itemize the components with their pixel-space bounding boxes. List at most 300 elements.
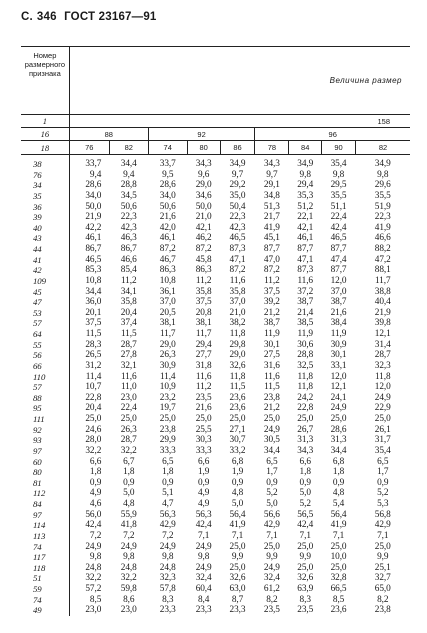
table-cell: 26,7	[297, 424, 314, 435]
table-cell: 23,8	[374, 605, 391, 616]
row-index: 43	[21, 233, 69, 244]
table-row	[21, 382, 410, 393]
table-row	[21, 584, 410, 595]
table-cell: 5,0	[123, 488, 135, 499]
table-cell: 7,1	[332, 530, 345, 541]
table-cell: 20,4	[120, 307, 137, 318]
table-cell: 7,2	[162, 530, 174, 541]
table-row	[21, 287, 410, 298]
row-index: 57	[21, 382, 69, 393]
table-cell: 30,3	[195, 435, 212, 446]
table-cell: 9,8	[377, 169, 389, 180]
table-cell: 8,5	[332, 594, 345, 605]
table-cell: 32,8	[330, 573, 347, 584]
table-row	[21, 350, 410, 361]
table-cell: 9,9	[299, 552, 311, 563]
table-cell: 20,4	[85, 403, 102, 414]
table-cell: 85,4	[120, 265, 137, 276]
table-cell: 86,7	[85, 244, 102, 254]
row-index: 81	[21, 478, 69, 489]
table-cell: 21,9	[374, 307, 391, 318]
table-cell: 0,9	[123, 477, 135, 488]
column-header: 76	[69, 141, 109, 155]
table-cell: 34,9	[297, 159, 314, 169]
table-cell: 11,5	[85, 329, 102, 339]
table-row	[21, 563, 410, 574]
table-cell: 42,9	[374, 520, 391, 531]
table-cell: 25,0	[297, 414, 314, 424]
table-cell: 21,2	[263, 403, 280, 414]
column-header: 86	[220, 141, 255, 155]
table-row	[21, 425, 410, 436]
table-row	[21, 340, 410, 351]
row-index: 80	[21, 467, 69, 478]
table-cell: 37,0	[330, 286, 347, 297]
table-cell: 21,6	[330, 307, 347, 318]
table-cell: 30,5	[263, 435, 280, 446]
table-cell: 34,4	[263, 445, 280, 456]
table-cell: 1,8	[332, 467, 345, 478]
table-cell: 29,6	[374, 180, 391, 191]
standard-code: ГОСТ 23167—91	[64, 11, 157, 23]
table-cell: 35,5	[330, 190, 347, 201]
group-header: 88	[69, 128, 148, 141]
column-header: 82	[355, 141, 410, 155]
table-cell: 32,6	[229, 573, 246, 584]
row-label-header: Номер размерного признака	[21, 47, 69, 115]
table-row	[21, 403, 410, 414]
row-index: 114	[21, 520, 69, 531]
table-cell: 29,4	[297, 180, 314, 191]
header-row-16	[21, 128, 410, 141]
table-cell: 10,7	[85, 382, 102, 393]
table-cell: 32,1	[120, 360, 137, 371]
page-number: 346	[36, 11, 57, 23]
row-index: 49	[21, 605, 69, 616]
table-cell: 4,6	[89, 499, 102, 509]
table-cell: 23,8	[263, 392, 280, 403]
table-cell: 24,9	[263, 424, 280, 435]
row-index: 38	[21, 155, 69, 170]
table-cell: 38,1	[195, 318, 212, 329]
table-cell: 87,7	[330, 265, 347, 276]
row-index: 55	[21, 340, 69, 351]
table-cell: 24,9	[263, 562, 280, 573]
column-header: 80	[187, 141, 220, 155]
table-row	[21, 155, 410, 170]
table-cell: 30,9	[330, 339, 347, 350]
table-cell: 50,0	[195, 201, 212, 212]
table-cell: 8,5	[89, 594, 102, 605]
table-cell: 27,5	[263, 350, 280, 361]
table-cell: 0,9	[332, 477, 345, 488]
table-cell: 4,8	[231, 488, 244, 499]
table-cell: 38,7	[297, 297, 314, 308]
table-cell: 88,1	[374, 265, 391, 276]
table-cell: 88,2	[374, 244, 391, 254]
table-cell: 26,3	[159, 350, 176, 361]
table-cell: 21,6	[159, 212, 176, 223]
table-cell: 23,5	[263, 605, 280, 616]
row-index: 113	[21, 531, 69, 542]
table-cell: 42,4	[297, 520, 314, 531]
table-cell: 32,3	[374, 360, 391, 371]
row-index: 18	[21, 141, 69, 155]
table-cell: 31,8	[195, 360, 212, 371]
table-cell: 24,6	[85, 424, 102, 435]
table-cell: 22,8	[85, 392, 102, 403]
table-cell: 7,2	[123, 530, 135, 541]
row-index: 60	[21, 457, 69, 468]
dimension-table	[21, 46, 410, 616]
row-index: 51	[21, 573, 69, 584]
table-cell: 42,9	[159, 520, 176, 531]
table-cell: 63,9	[297, 584, 314, 594]
table-cell: 41,8	[120, 520, 137, 531]
table-cell: 32,5	[297, 360, 314, 371]
table-cell: 86,7	[120, 244, 137, 254]
table-cell: 25,0	[374, 541, 391, 552]
row-index: 57	[21, 318, 69, 329]
table-cell: 9,4	[123, 169, 135, 180]
table-cell: 37,5	[195, 297, 212, 308]
table-cell: 42,2	[85, 222, 102, 233]
table-cell: 11,9	[330, 329, 347, 339]
table-cell: 36,0	[85, 297, 102, 308]
table-cell: 5,2	[266, 488, 278, 499]
table-cell: 12,1	[330, 382, 347, 393]
table-cell: 10,9	[159, 382, 176, 393]
table-cell: 6,7	[123, 456, 135, 467]
table-cell: 25,0	[263, 414, 280, 424]
table-cell: 4,9	[197, 499, 210, 509]
table-cell: 28,0	[85, 435, 102, 446]
table-cell: 50,0	[85, 201, 102, 212]
table-cell: 1,9	[197, 467, 210, 478]
table-cell: 31,7	[374, 435, 391, 446]
table-cell: 29,9	[159, 435, 176, 446]
table-cell: 51,3	[263, 201, 280, 212]
row-index: 39	[21, 212, 69, 223]
table-cell: 27,1	[229, 424, 246, 435]
table-cell: 25,0	[85, 414, 102, 424]
table-cell: 11,6	[297, 275, 313, 286]
table-row	[21, 308, 410, 319]
table-cell: 34,4	[120, 159, 137, 169]
table-cell: 6,5	[162, 456, 174, 467]
table-cell: 4,9	[197, 488, 210, 499]
table-cell: 29,4	[195, 339, 212, 350]
table-row	[21, 478, 410, 489]
table-row	[21, 244, 410, 255]
table-cell: 41,9	[374, 222, 391, 233]
table-row	[21, 202, 410, 213]
table-cell: 25,0	[159, 414, 176, 424]
table-cell: 4,8	[332, 488, 345, 499]
table-cell: 11,7	[159, 329, 176, 339]
table-cell: 26,5	[85, 350, 102, 361]
table-cell: 30,7	[229, 435, 246, 446]
table-cell: 20,5	[159, 307, 176, 318]
table-cell: 32,2	[85, 445, 102, 456]
row-index: 59	[21, 584, 69, 595]
table-cell: 66,5	[330, 584, 347, 594]
table-cell: 33,3	[195, 445, 212, 456]
table-cell: 61,2	[263, 584, 280, 594]
table-row	[21, 531, 410, 542]
table-cell: 28,3	[85, 339, 102, 350]
table-cell: 31,2	[85, 360, 102, 371]
table-cell: 8,3	[162, 594, 174, 605]
table-cell: 23,5	[195, 392, 212, 403]
row-index: 42	[21, 265, 69, 276]
table-body	[21, 155, 410, 616]
table-cell: 11,9	[264, 329, 280, 339]
table-cell: 87,2	[263, 265, 280, 276]
table-cell: 32,2	[120, 573, 137, 584]
row-index: 16	[21, 128, 69, 141]
table-cell: 38,1	[159, 318, 176, 329]
table-cell: 9,7	[231, 169, 244, 180]
table-cell: 46,6	[120, 254, 137, 265]
table-cell: 87,7	[263, 244, 280, 254]
table-cell: 19,7	[159, 403, 176, 414]
table-cell: 0,9	[89, 477, 102, 488]
table-cell: 11,5	[264, 382, 280, 393]
table-cell: 56,8	[374, 509, 391, 520]
table-cell: 34,3	[297, 445, 314, 456]
table-cell: 20,1	[85, 307, 102, 318]
table-cell: 7,1	[197, 530, 210, 541]
table-cell: 11,2	[195, 382, 212, 393]
table-cell: 6,6	[197, 456, 210, 467]
table-cell: 9,5	[162, 169, 174, 180]
table-cell: 9,8	[332, 169, 345, 180]
table-cell: 42,9	[263, 520, 280, 531]
table-cell: 1,9	[231, 467, 244, 478]
table-cell: 5,2	[377, 488, 389, 499]
table-cell: 11,6	[195, 371, 212, 382]
table-row	[21, 446, 410, 457]
table-row	[21, 499, 410, 510]
table-cell: 34,6	[195, 190, 212, 201]
table-cell: 21,0	[195, 212, 212, 223]
table-cell: 47,2	[374, 254, 391, 265]
table-row	[21, 212, 410, 223]
table-cell: 11,6	[120, 371, 137, 382]
table-cell: 24,1	[330, 392, 347, 403]
table-cell: 85,3	[85, 265, 102, 276]
table-cell: 7,1	[299, 530, 311, 541]
table-row	[21, 223, 410, 234]
table-cell: 35,4	[330, 159, 347, 169]
row-index: 44	[21, 244, 69, 255]
table-cell: 32,4	[195, 573, 212, 584]
page-header	[21, 11, 161, 23]
table-cell: 11,7	[374, 275, 391, 286]
table-cell: 50,4	[229, 201, 246, 212]
table-cell: 25,0	[120, 414, 137, 424]
table-cell: 55,9	[120, 509, 137, 520]
table-cell: 34,3	[195, 159, 212, 169]
table-cell: 24,9	[120, 541, 137, 552]
table-cell: 34,8	[263, 190, 280, 201]
table-cell: 35,8	[120, 297, 137, 308]
table-cell: 9,9	[266, 552, 278, 563]
table-cell: 21,7	[263, 212, 280, 223]
table-cell: 32,2	[85, 573, 102, 584]
table-cell: 24,9	[195, 562, 212, 573]
header-row-1	[21, 115, 410, 128]
table-cell: 46,5	[229, 233, 246, 244]
table-cell: 8,7	[231, 594, 244, 605]
table-cell: 35,5	[374, 190, 391, 201]
table-cell: 28,8	[297, 350, 314, 361]
table-cell: 23,3	[229, 605, 246, 616]
table-cell: 22,3	[120, 212, 137, 223]
table-cell: 5,4	[332, 499, 345, 509]
row-index: 76	[21, 170, 69, 181]
table-cell: 46,1	[297, 233, 314, 244]
table-cell: 24,2	[297, 392, 314, 403]
table-cell: 32,6	[229, 360, 246, 371]
table-cell: 46,1	[85, 233, 102, 244]
table-cell: 23,0	[120, 392, 137, 403]
table-row	[21, 191, 410, 202]
table-cell: 0,9	[266, 477, 278, 488]
table-cell: 23,3	[195, 605, 212, 616]
header-row-18	[21, 141, 410, 155]
table-cell: 46,1	[159, 233, 176, 244]
table-cell: 35,0	[229, 190, 246, 201]
table-cell: 45,1	[263, 233, 280, 244]
table-cell: 5,0	[231, 499, 244, 509]
table-cell: 25,0	[195, 414, 212, 424]
table-row	[21, 329, 410, 340]
table-cell: 42,3	[120, 222, 137, 233]
row-index: 93	[21, 435, 69, 446]
table-cell: 27,7	[195, 350, 212, 361]
table-cell: 9,8	[162, 552, 174, 563]
table-cell: 1,8	[162, 467, 174, 478]
table-cell: 23,2	[159, 392, 176, 403]
table-cell: 1,8	[123, 467, 135, 478]
row-index: 112	[21, 488, 69, 499]
table-cell: 33,2	[229, 445, 246, 456]
table-row	[21, 520, 410, 531]
table-cell: 87,2	[159, 244, 176, 254]
table-cell: 34,9	[374, 159, 391, 169]
table-cell: 11,2	[195, 275, 212, 286]
table-cell: 23,0	[85, 605, 102, 616]
table-cell: 23,6	[229, 392, 246, 403]
column-header: 78	[255, 141, 289, 155]
table-row	[21, 361, 410, 372]
table-cell: 8,2	[377, 594, 389, 605]
table-cell: 22,8	[297, 403, 314, 414]
table-cell: 56,0	[85, 509, 102, 520]
table-cell: 21,6	[195, 403, 212, 414]
table-cell: 32,7	[374, 573, 391, 584]
table-cell: 25,0	[297, 541, 314, 552]
row-index: 56	[21, 350, 69, 361]
table-cell: 28,6	[330, 424, 347, 435]
table-cell: 24,9	[195, 541, 212, 552]
table-cell: 37,2	[297, 286, 314, 297]
table-cell: 9,8	[197, 552, 210, 563]
table-cell: 40,4	[374, 297, 391, 308]
table-cell: 37,0	[229, 297, 246, 308]
table-cell: 31,3	[297, 435, 314, 446]
table-row	[21, 318, 410, 329]
table-cell: 9,4	[89, 169, 102, 180]
table-cell: 6,6	[299, 456, 311, 467]
table-cell: 56,4	[330, 509, 347, 520]
table-cell: 22,3	[374, 212, 391, 223]
table-row	[21, 467, 410, 478]
table-cell: 57,8	[159, 584, 176, 594]
table-cell: 25,5	[195, 424, 212, 435]
table-cell: 56,4	[229, 509, 246, 520]
table-cell: 29,0	[159, 339, 176, 350]
table-cell: 8,2	[266, 594, 278, 605]
table-cell: 29,0	[229, 350, 246, 361]
column-header: 84	[289, 141, 322, 155]
table-cell: 9,7	[266, 169, 278, 180]
column-header: 90	[322, 141, 356, 155]
table-cell: 51,1	[330, 201, 347, 212]
table-cell: 5,2	[299, 499, 311, 509]
table-cell: 34,5	[120, 190, 137, 201]
table-cell: 37,5	[263, 286, 280, 297]
table-cell: 42,4	[85, 520, 102, 531]
table-cell: 27,8	[120, 350, 137, 361]
table-cell: 30,1	[330, 350, 347, 361]
table-cell: 46,5	[85, 254, 102, 265]
row-index: 95	[21, 403, 69, 414]
table-cell: 28,8	[120, 180, 137, 191]
column-header: 74	[148, 141, 187, 155]
table-cell: 37,4	[120, 318, 137, 329]
table-cell: 42,4	[195, 520, 212, 531]
table-cell: 63,0	[229, 584, 246, 594]
table-cell: 32,2	[120, 445, 137, 456]
table-cell: 0,9	[197, 477, 210, 488]
table-cell: 65,0	[374, 584, 391, 594]
table-cell: 35,4	[374, 445, 391, 456]
table-cell: 59,8	[120, 584, 137, 594]
table-row	[21, 552, 410, 563]
table-cell: 41,9	[229, 520, 246, 531]
table-cell: 34,9	[229, 159, 246, 169]
table-row	[21, 393, 410, 404]
table-cell: 11,9	[297, 329, 313, 339]
table-cell: 0,9	[299, 477, 311, 488]
table-cell: 11,4	[85, 371, 102, 382]
table-cell: 33,3	[159, 445, 176, 456]
table-cell: 29,1	[263, 180, 280, 191]
table-cell: 25,1	[374, 562, 391, 573]
table-cell: 37,5	[85, 318, 102, 329]
table-cell: 25,0	[374, 414, 391, 424]
table-cell: 56,5	[297, 509, 314, 520]
table-cell: 32,6	[297, 573, 314, 584]
table-cell: 56,3	[195, 509, 212, 520]
table-cell: 12,0	[330, 371, 347, 382]
table-cell: 23,6	[330, 605, 347, 616]
table-cell: 10,0	[330, 552, 347, 563]
table-cell: 24,9	[159, 541, 176, 552]
